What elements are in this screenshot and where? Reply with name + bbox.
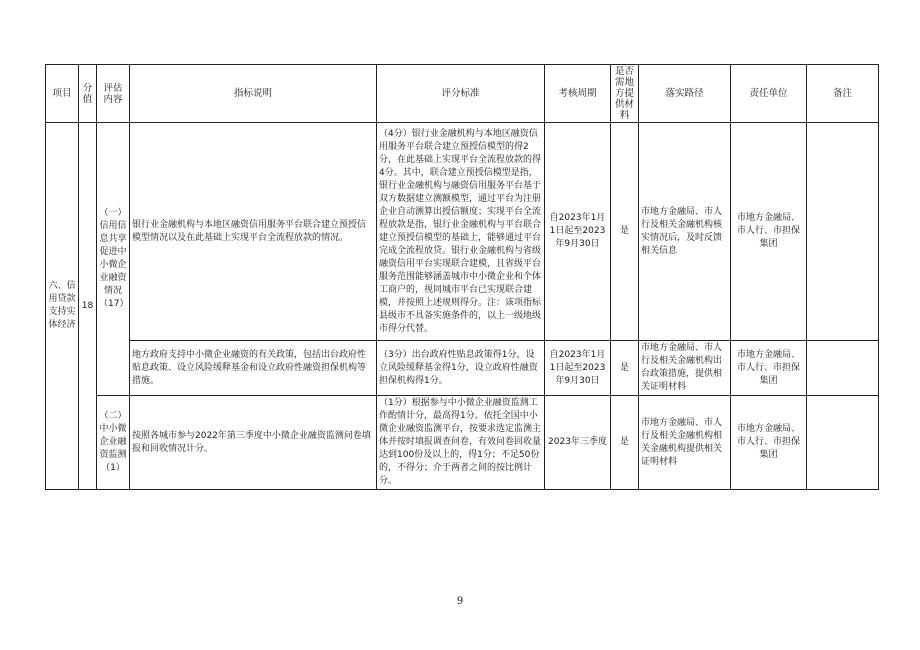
table-row [46,396,879,490]
period-cell: 自2023年1月1日起至2023年9月30日 [545,123,611,341]
criteria-cell: （1分）根据参与中小微企业融资监测工作酌情计分，最高得1分。依托全国中小微企业融资监测平台，按要求选定监测主体并按时填报调查问卷，有效问卷回收量达到100份及以上的，得1分；不足50份的，不得分；介于两者之间的按比例计分。 [377,396,545,490]
material-cell: 是 [611,123,639,341]
material-cell: 是 [611,396,639,490]
unit-cell: 市地方金融局、市人行、市担保集团 [731,396,807,490]
period-cell: 自2023年1月1日起至2023年9月30日 [545,341,611,396]
header-material: 是否需地方提供材料 [611,65,639,123]
note-cell [807,396,879,490]
table-row [46,341,879,396]
material-cell: 是 [611,341,639,396]
header-note: 备注 [807,65,879,123]
header-score: 分值 [79,65,97,123]
note-cell [807,341,879,396]
header-eval-content: 评估内容 [97,65,130,123]
header-indicator: 指标说明 [130,65,377,123]
assessment-table [45,64,879,490]
eval-content-2: （二）中小微企业融资监测（1） [97,396,130,490]
page-number: 9 [456,596,464,607]
criteria-cell: （4分）银行业金融机构与本地区融资信用服务平台联合建立预授信模型的得2分，在此基础上实现平台全流程放款的得4分。其中，联合建立预授信模型是指，银行业金融机构与融资信用服务平台基于双方数据建立测额模型，通过平台为注册企业自动测算出授信额度；实现平台全流程放款是指，银行业金融机构与平台联合建立预授信模型的基础上，能够通过平台完成全流程放贷。银行业金融机构与省级融资信用平台实现联合建模，且省级平台服务范围能够涵盖城市中小微企业和个体工商户的，视同城市平台已实现联合建模，并按照上述规则得分。注：该项指标县级市不具备实施条件的，以上一级地级市得分代替。 [377,123,545,341]
item-name: 六、信用贷款支持实体经济 [46,123,79,490]
criteria-cell: （3分）出台政府性贴息政策得1分，设立风险缓释基金得1分，设立政府性融资担保机构得1分。 [377,341,545,396]
eval-content-1: （一）信用信息共享促进中小微企业融资情况（17） [97,123,130,396]
header-unit: 责任单位 [731,65,807,123]
path-cell: 市地方金融局、市人行及相关金融机构出台政策措施，提供相关证明材料 [639,341,731,396]
item-score: 18 [79,123,97,490]
header-period: 考核周期 [545,65,611,123]
unit-cell: 市地方金融局、市人行、市担保集团 [731,341,807,396]
path-cell: 市地方金融局、市人行及相关金融机构相关金融机构提供相关证明材料 [639,396,731,490]
indicator-cell: 地方政府支持中小微企业融资的有关政策，包括出台政府性贴息政策、设立风险缓释基金和设立政府性融资担保机构等措施。 [130,341,377,396]
period-cell: 2023年三季度 [545,396,611,490]
header-item: 项目 [46,65,79,123]
table-header-row [46,65,879,123]
note-cell [807,123,879,341]
header-criteria: 评分标准 [377,65,545,123]
indicator-cell: 银行业金融机构与本地区融资信用服务平台联合建立预授信模型情况以及在此基础上实现平台全流程放款的情况。 [130,123,377,341]
path-cell: 市地方金融局、市人行及相关金融机构核实情况后，及时反馈相关信息 [639,123,731,341]
unit-cell: 市地方金融局、市人行、市担保集团 [731,123,807,341]
indicator-cell: 按照各城市参与2022年第三季度中小微企业融资监测问卷填报和回收情况计分。 [130,396,377,490]
header-path: 落实路径 [639,65,731,123]
table-row [46,123,879,341]
